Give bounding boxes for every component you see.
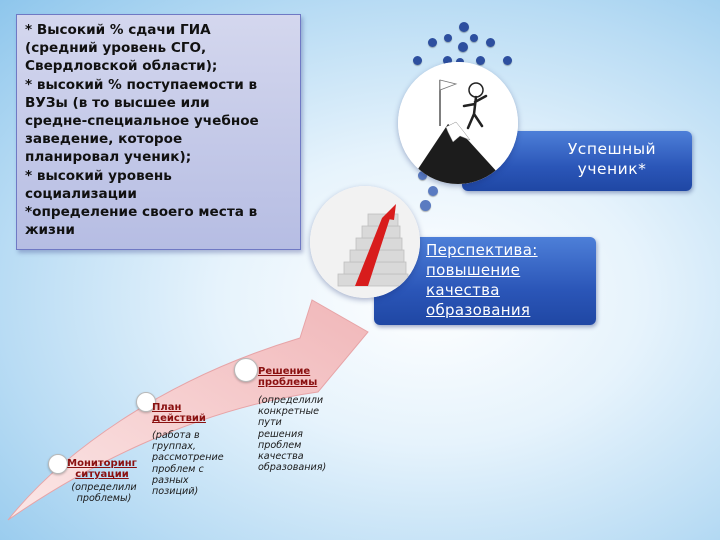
step-2-desc-line: рассмотрение (152, 452, 224, 464)
step-3-title-line: проблемы (258, 377, 318, 388)
step-2-desc-line: позиций) (152, 486, 199, 498)
step-3-desc-line: качества (258, 451, 304, 463)
step-1-description (66, 482, 142, 504)
info-line: *определение своего места в (25, 204, 258, 221)
info-line: Свердловской области); (25, 58, 218, 75)
stairs-icon (310, 186, 420, 298)
perspective-line-3: качества (426, 281, 500, 299)
info-line: * высокий % поступаемости в (25, 76, 258, 93)
decor-dot (428, 186, 438, 196)
decor-dot (459, 22, 469, 32)
step-1-title (64, 458, 140, 480)
step-2-title-line: План (152, 402, 182, 413)
step-3-desc-line: пути (258, 417, 282, 429)
step-1-title-line: ситуации (75, 469, 129, 480)
step-3-title-line: Решение (258, 366, 311, 377)
info-line: ВУЗы (в то высшее или (25, 94, 210, 111)
decor-dot (413, 56, 422, 65)
perspective-line-4: образования (426, 301, 531, 319)
decor-dot (476, 56, 485, 65)
step-1-title-line: Мониторинг (67, 458, 137, 469)
info-line: (средний уровень СГО, (25, 40, 207, 57)
step-2-desc-line: группах, (152, 441, 196, 453)
decor-dot (458, 42, 468, 52)
info-line: жизни (25, 222, 75, 239)
step-3-desc-line: конкретные (258, 406, 320, 418)
step-2-title-line: действий (152, 413, 206, 424)
successful-student-label (532, 139, 692, 179)
info-line: * высокий уровень (25, 167, 172, 184)
step-3-desc-line: образования) (258, 462, 327, 474)
decor-dot (470, 34, 478, 42)
success-line-1: Успешный (567, 140, 657, 158)
decor-dot (503, 56, 512, 65)
mountain-icon (398, 62, 518, 184)
step-3-description (258, 395, 348, 473)
step-1-desc-line: проблемы) (76, 493, 132, 505)
mountain-summit-image (398, 62, 518, 184)
step-3-title (258, 366, 317, 388)
results-info-box (16, 14, 301, 250)
step-1-desc-line: (определили (71, 482, 137, 493)
step-2-desc-line: проблем с (152, 463, 204, 475)
info-line: * Высокий % сдачи ГИА (25, 22, 211, 38)
step-2-title (152, 402, 206, 424)
step-marker-3 (234, 358, 258, 382)
decor-dot (444, 34, 452, 42)
decor-dot (428, 38, 437, 47)
perspective-line-1: Перспектива: (426, 241, 538, 259)
step-3-desc-line: проблем (258, 439, 302, 451)
step-2-desc-line: (работа в (152, 430, 200, 441)
red-carpet-stairs-image (310, 186, 420, 298)
info-line: планировал ученик); (25, 149, 192, 166)
decor-dot (420, 200, 431, 211)
step-2-desc-line: разных (152, 474, 189, 486)
info-line: средне-специальное учебное (25, 113, 259, 130)
info-line: социализации (25, 185, 137, 202)
step-3-desc-line: решения (258, 428, 303, 440)
decor-dot (486, 38, 495, 47)
success-line-2: ученик* (577, 160, 647, 178)
info-line: заведение, которое (25, 131, 183, 148)
perspective-label (426, 240, 538, 320)
step-2-description (152, 430, 242, 497)
perspective-line-2: повышение (426, 261, 521, 279)
step-3-desc-line: (определили (258, 395, 324, 406)
